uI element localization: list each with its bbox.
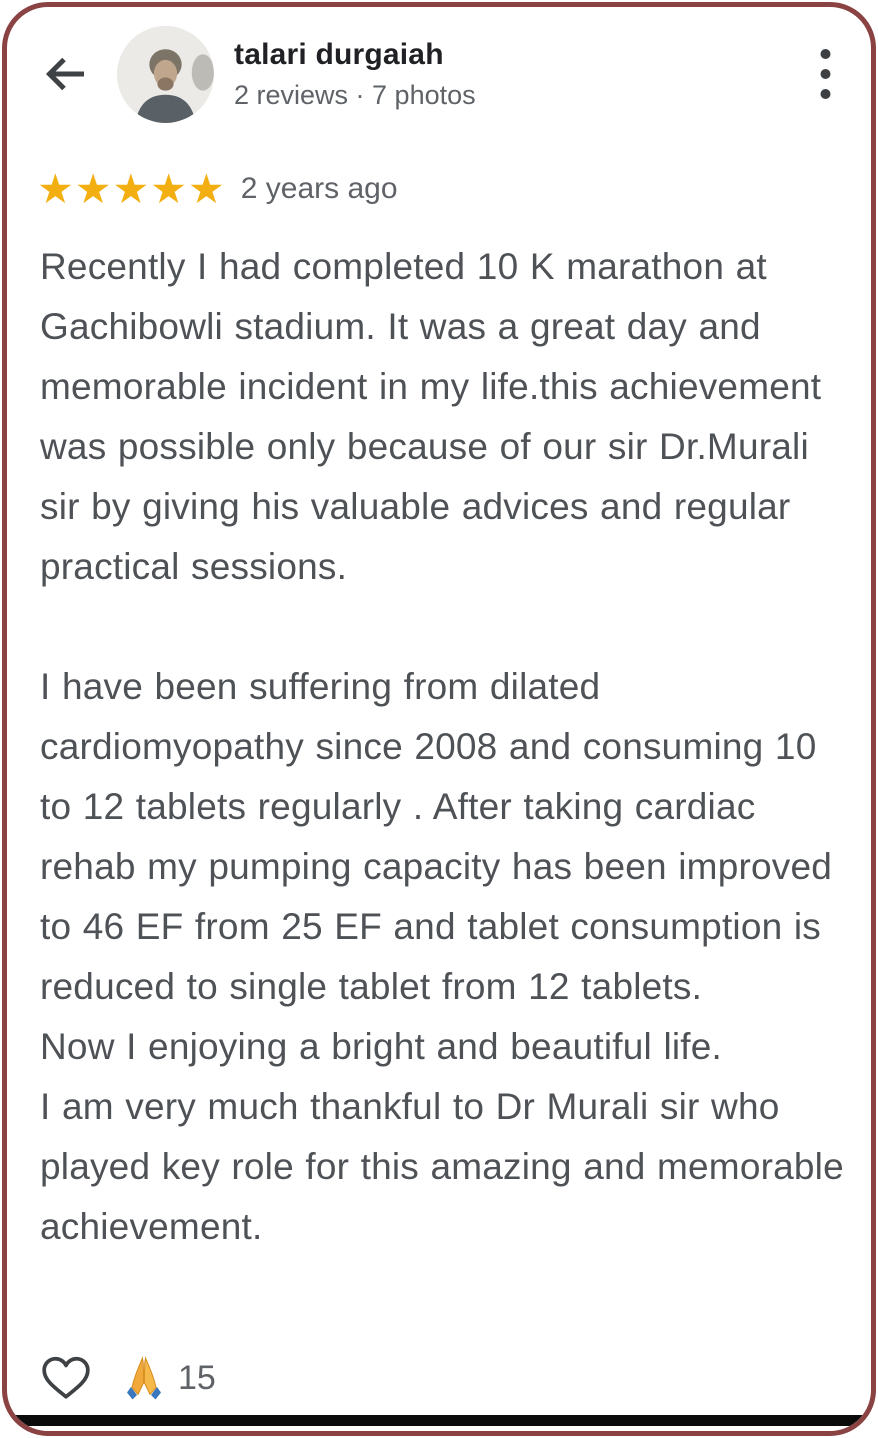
rating-row <box>37 167 838 211</box>
reaction-count: 15 <box>178 1359 216 1397</box>
user-identity <box>234 38 806 110</box>
review-paragraph: Now I enjoying a bright and beautiful life. <box>40 1026 723 1067</box>
review-paragraph: I have been suffering from dilated cardiomyopathy since 2008 and consuming 10 to 12 tablets regularly . After taking cardiac rehab my pumping capacity has been improved to 46 EF from 25 EF and tablet consumption is reduced to single tablet from 12 tablets. <box>40 666 833 1007</box>
star-rating-icon: ★★★★★ <box>37 165 226 213</box>
arrow-left-icon <box>41 50 89 98</box>
like-button[interactable] <box>40 1353 92 1403</box>
user-name: talari durgaiah <box>234 38 444 71</box>
review-header <box>41 23 845 125</box>
review-paragraph: Recently I had completed 10 K marathon at Gachibowli stadium. It was a great day and memorable incident in my life.this achievement was possible only because of our sir Dr.Murali sir by giving his valuable advices and regular practical sessions. <box>40 246 822 587</box>
kebab-menu-icon <box>820 48 831 100</box>
reaction-button[interactable] <box>124 1356 216 1400</box>
review-text <box>40 237 855 1257</box>
folded-hands-emoji-icon <box>124 1356 164 1400</box>
review-timestamp: 2 years ago <box>240 172 398 205</box>
avatar[interactable] <box>117 26 214 123</box>
review-card <box>2 2 876 1436</box>
review-actions <box>40 1353 216 1403</box>
back-button[interactable] <box>41 50 89 98</box>
screenshot-bottom-bar <box>7 1415 871 1426</box>
user-stats: 2 reviews · 7 photos <box>234 80 476 110</box>
review-paragraph: I am very much thankful to Dr Murali sir who played key role for this amazing and memorable achievement. <box>40 1086 844 1247</box>
heart-outline-icon <box>40 1354 92 1402</box>
more-options-button[interactable] <box>806 44 845 104</box>
